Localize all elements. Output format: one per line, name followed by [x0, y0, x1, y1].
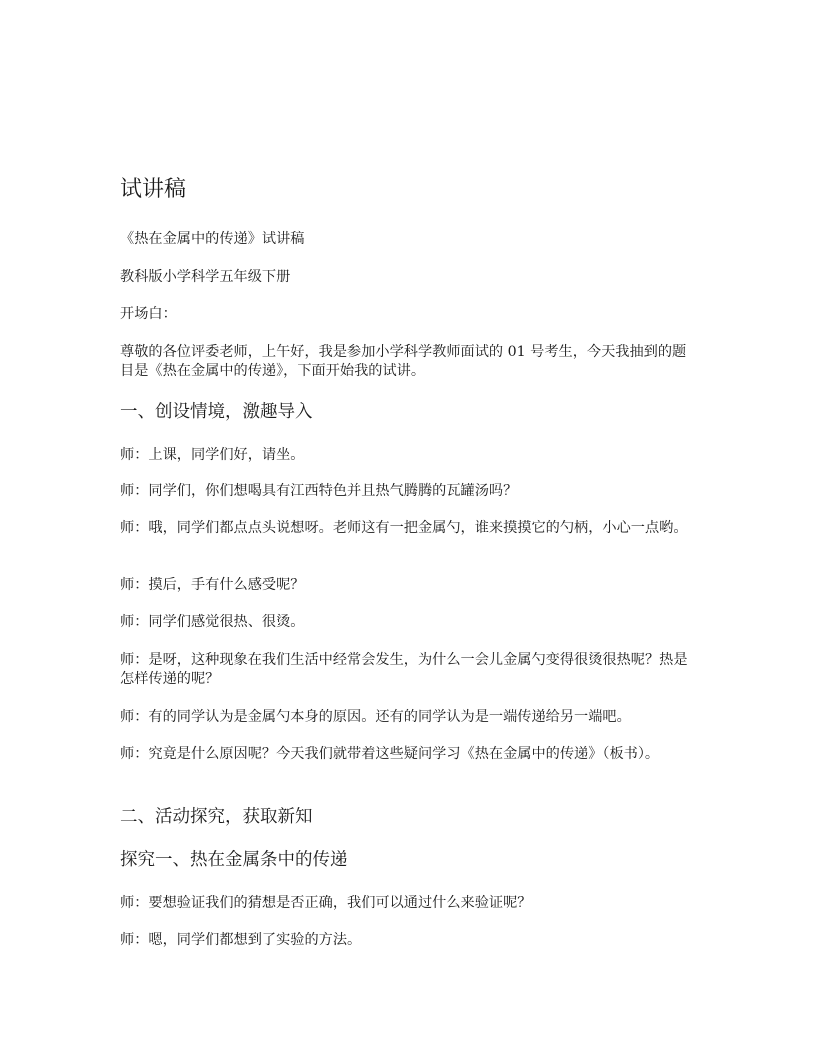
document-title: 试讲稿: [120, 177, 187, 202]
dialogue-line: 师：同学们，你们想喝具有江西特色并且热气腾腾的瓦罐汤吗？: [120, 483, 518, 499]
textbook-line: 教科版小学科学五年级下册: [120, 269, 291, 285]
dialogue-line: 师：哦，同学们都点点头说想呀。老师这有一把金属勺，谁来摸摸它的勺柄，小心一点哟。: [120, 520, 688, 536]
section-heading-2: 二、活动探究，获取新知: [120, 807, 313, 827]
subsection-heading: 探究一、热在金属条中的传递: [120, 850, 348, 870]
dialogue-line: 师：上课，同学们好，请坐。: [120, 447, 305, 463]
document-subtitle: 《热在金属中的传递》试讲稿: [120, 231, 305, 247]
section-heading-1: 一、创设情境，激趣导入: [120, 402, 313, 422]
dialogue-line: 师：要想验证我们的猜想是否正确，我们可以通过什么来验证呢？: [120, 895, 532, 911]
dialogue-line: 师：是呀，这种现象在我们生活中经常会发生，为什么一会儿金属勺变得很烫很热呢？热是怎样传递的呢？: [120, 652, 688, 687]
dialogue-line: 师：同学们感觉很热、很烫。: [120, 614, 305, 630]
opening-paragraph: 尊敬的各位评委老师，上午好，我是参加小学科学教师面试的 01 号考生，今天我抽到的题目是《热在金属中的传递》，下面开始我的试讲。: [120, 344, 687, 379]
dialogue-line: 师：嗯，同学们都想到了实验的方法。: [120, 932, 362, 948]
opening-label: 开场白：: [120, 306, 177, 322]
dialogue-line: 师：有的同学认为是金属勺本身的原因。还有的同学认为是一端传递给另一端吧。: [120, 709, 631, 725]
dialogue-line: 师：摸后，手有什么感受呢？: [120, 577, 305, 593]
dialogue-line: 师：究竟是什么原因呢？今天我们就带着这些疑问学习《热在金属中的传递》（板书）。: [120, 746, 660, 762]
